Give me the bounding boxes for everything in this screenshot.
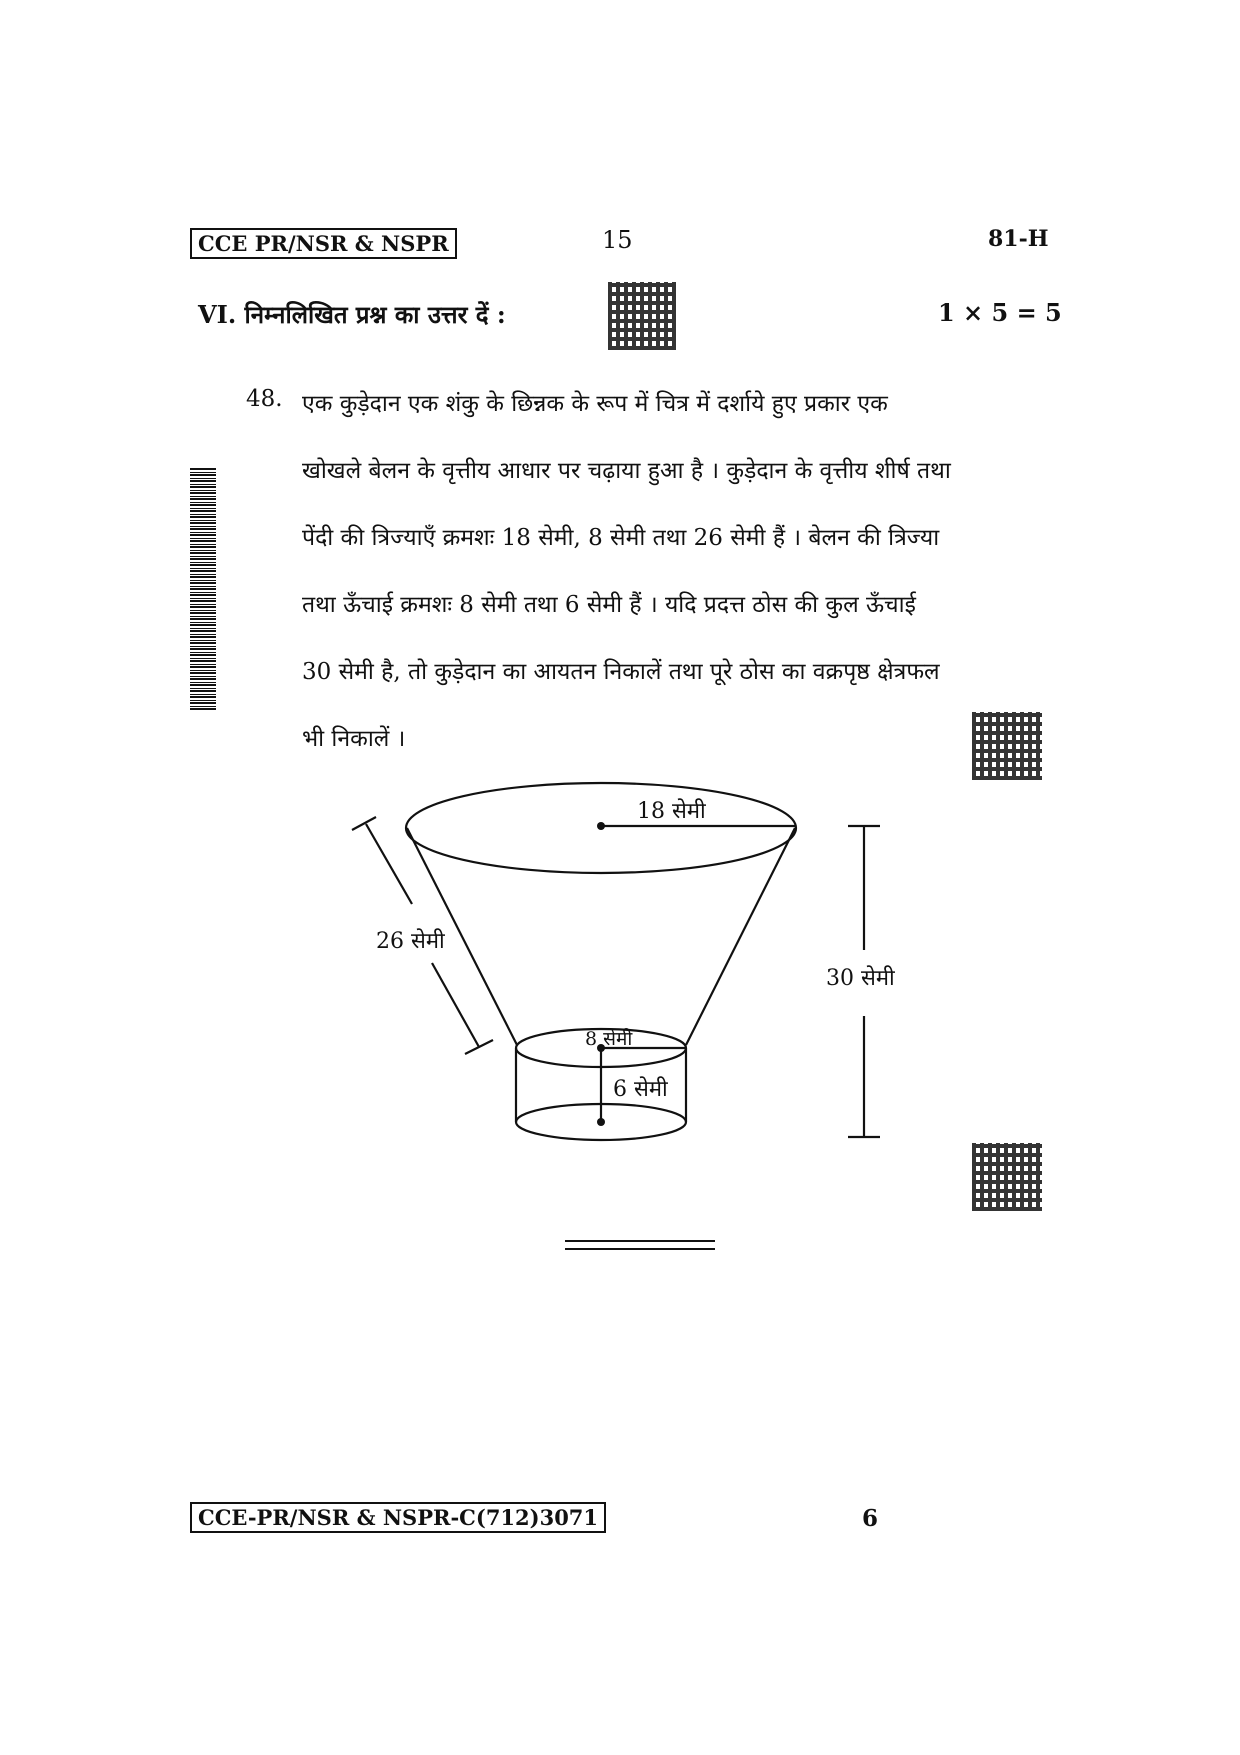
header-code: CCE PR/NSR & NSPR bbox=[190, 228, 457, 259]
question-line: भी निकालें । bbox=[302, 726, 406, 752]
question-line: तथा ऊँचाई क्रमशः 8 सेमी तथा 6 सेमी हैं । यदि प्रदत्त ठोस की कुल ऊँचाई bbox=[302, 592, 916, 618]
section-marks: 1 × 5 = 5 bbox=[938, 298, 1062, 327]
total-height-label: 30 सेमी bbox=[826, 966, 895, 991]
top-center-dot bbox=[597, 822, 605, 830]
bottom-center-dot bbox=[597, 1118, 605, 1126]
footer-code: CCE-PR/NSR & NSPR-C(712)3071 bbox=[190, 1502, 606, 1533]
question-number: 48. bbox=[246, 386, 283, 412]
question-line: खोखले बेलन के वृत्तीय आधार पर चढ़ाया हुआ है । कुड़ेदान के वृत्तीय शीर्ष तथा bbox=[302, 458, 951, 484]
slant-dim-tick-bottom bbox=[465, 1040, 493, 1054]
cylinder-height-label: 6 सेमी bbox=[613, 1077, 668, 1102]
end-of-question-rule bbox=[565, 1240, 715, 1250]
footer-page-number: 6 bbox=[862, 1505, 879, 1532]
slant-dim-line-upper bbox=[366, 824, 412, 904]
slant-dim-tick-top bbox=[352, 817, 376, 830]
cylinder-radius-label: 8 सेमी bbox=[585, 1028, 633, 1050]
question-line: पेंदी की त्रिज्याएँ क्रमशः 18 सेमी, 8 सेमी तथा 26 सेमी हैं । बेलन की त्रिज्या bbox=[302, 525, 940, 551]
paper-code: 81-H bbox=[988, 226, 1049, 252]
section-title: VI. निम्नलिखित प्रश्न का उत्तर दें : bbox=[198, 300, 506, 329]
page-number: 15 bbox=[602, 226, 633, 254]
question-line: 30 सेमी है, तो कुड़ेदान का आयतन निकालें तथा पूरे ठोस का वक्रपृष्ठ क्षेत्रफल bbox=[302, 659, 940, 685]
slant-dim-line-lower bbox=[432, 963, 479, 1047]
question-line: एक कुड़ेदान एक शंकु के छिन्नक के रूप में चित्र में दर्शाये हुए प्रकार एक bbox=[302, 391, 888, 417]
top-radius-label: 18 सेमी bbox=[637, 799, 706, 824]
slant-height-label: 26 सेमी bbox=[376, 929, 445, 954]
